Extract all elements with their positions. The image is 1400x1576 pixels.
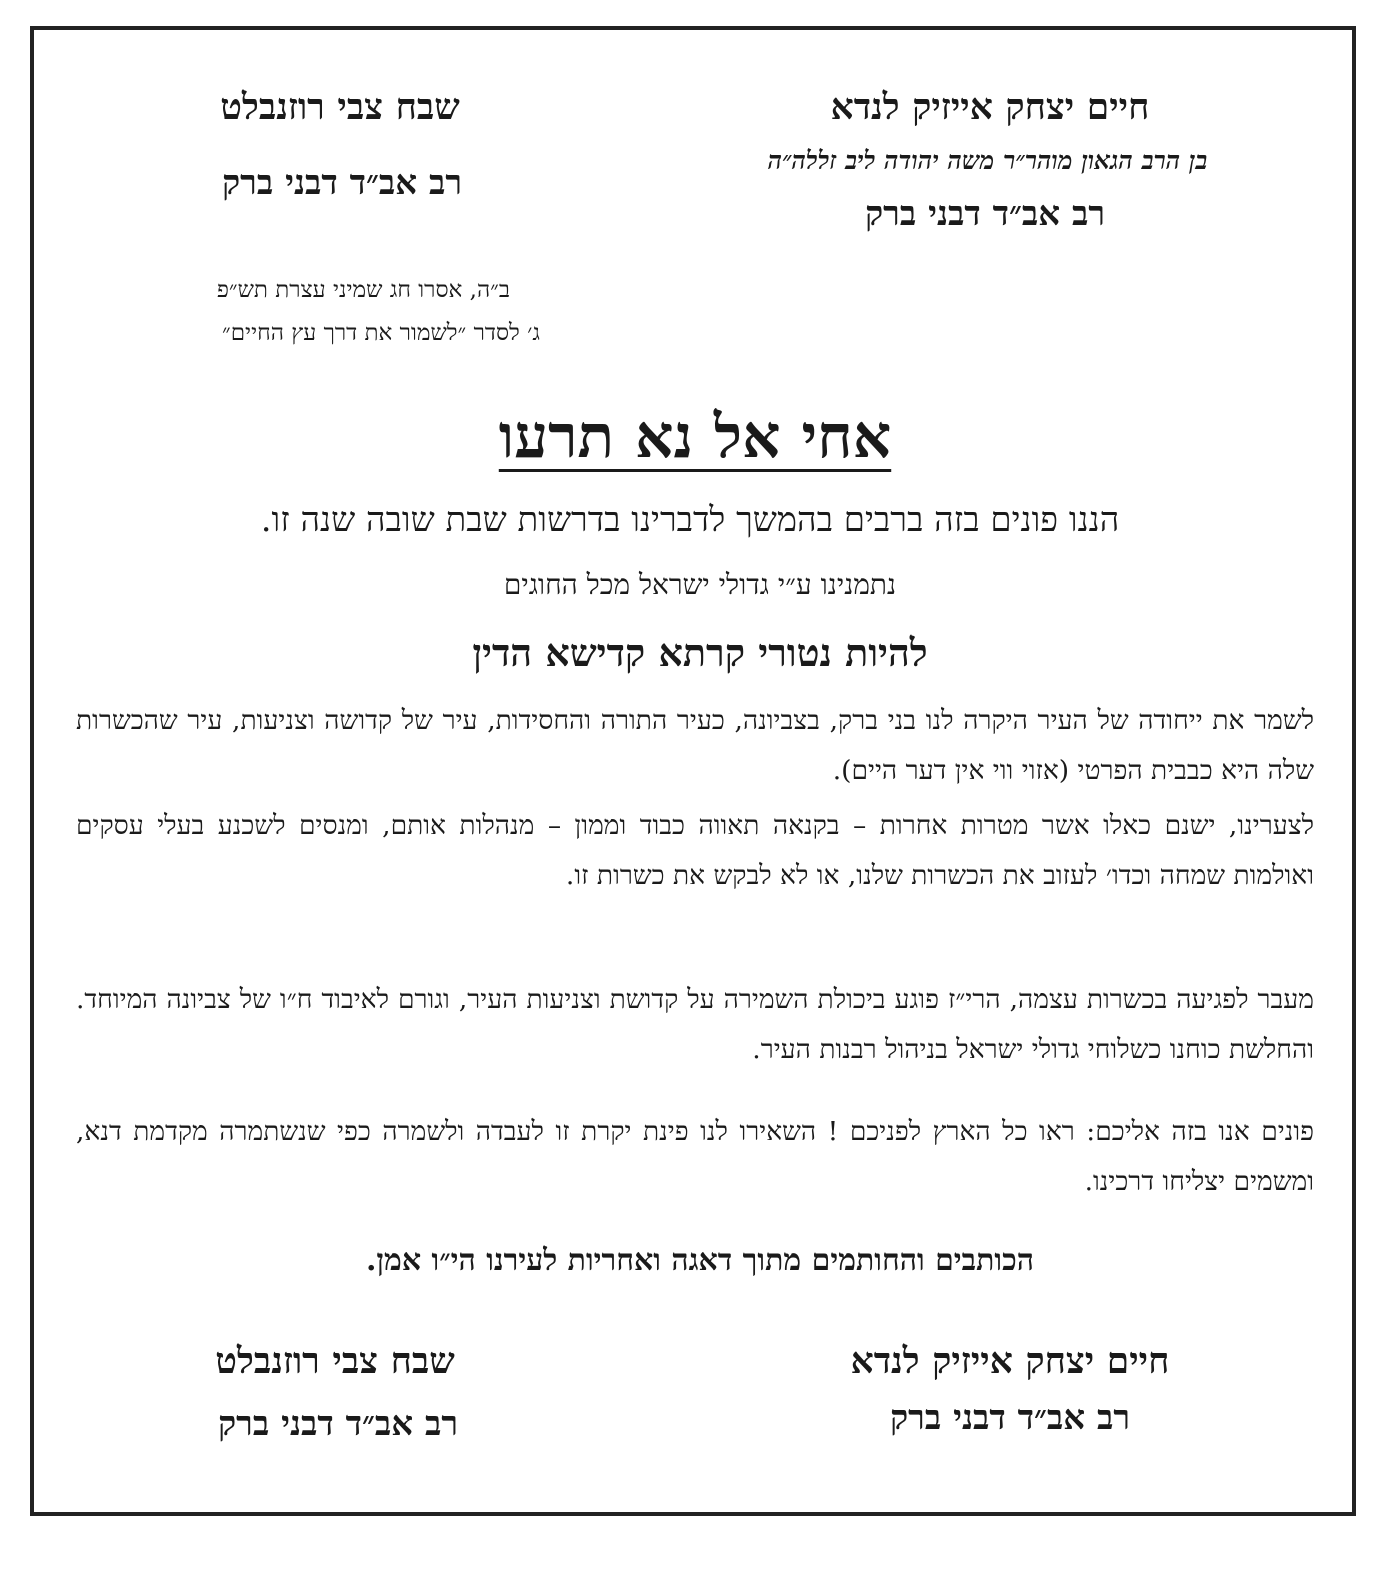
header-right-lineage: בן הרב הגאון מוהר״ר משה יהודה ליב זללה״ה <box>767 146 1208 175</box>
date-line-1: ב״ה, אסרו חג שמיני עצרת תש״פ <box>216 277 510 303</box>
header-right-title: רב אב״ד דבני ברק <box>864 194 1106 234</box>
footer-left-name: שבח צבי רוזנבלט <box>215 1340 455 1382</box>
body-paragraph-2: לצערינו, ישנם כאלו אשר מטרות אחרות – בקנאה תאווה כבוד וממון – מנהלות אותם, ומנסים לשכנע בעלי עסקים ואולמות שמחה וכדו׳ לעזוב את הכשרות שלנו, או לא לבקש את כשרות זו. <box>76 810 1314 891</box>
date-line-2: ג׳ לסדר ״לשמור את דרך עץ החיים״ <box>221 320 540 346</box>
footer-right-name: חיים יצחק אייזיק לנדא <box>850 1340 1170 1382</box>
body-paragraph-4: פונים אנו בזה אליכם: ראו כל הארץ לפניכם ! השאירו לנו פינת יקרת זו לעבדה ולשמרה כפי שנשתמרה מקדמת דנא, ומשמים יצליחו דרכינו. <box>76 1116 1314 1197</box>
intro-line-2: נתמנינו ע״י גדולי ישראל מכל החוגים <box>503 568 897 601</box>
header-left-title: רב אב״ד דבני ברק <box>221 163 463 203</box>
closing-line: הכותבים והחותמים מתוך דאגה ואחריות לעירנו הי״ו אמן. <box>365 1243 1035 1278</box>
header-right-name: חיים יצחק אייזיק לנדא <box>830 86 1150 128</box>
body-paragraph-1: לשמר את ייחודה של העיר היקרה לנו בני ברק, בצביונה, כעיר התורה והחסידות, עיר של קדושה וצניעות, עיר שהכשרות שלה היא כבבית הפרטי (אזוי ווי אין דער היים). <box>76 705 1314 786</box>
body-paragraph-3: מעבר לפגיעה בכשרות עצמה, הרי״ז פוגע ביכולת השמירה על קדושת וצניעות העיר, וגורם לאיבוד ח״ו של צביונה המיוחד. והחלשת כוחנו כשלוחי גדולי ישראל בניהול רבנות העיר. <box>76 984 1314 1065</box>
footer-left-title: רב אב״ד דבני ברק <box>217 1404 459 1444</box>
intro-line-3: להיות נטורי קרתא קדישא הדין <box>472 630 928 675</box>
intro-line-1: הננו פונים בזה ברבים בהמשך לדברינו בדרשות שבת שובה שנה זו. <box>260 500 1120 540</box>
headline: אחי אל נא תרעו <box>498 402 892 472</box>
footer-right-title: רב אב״ד דבני ברק <box>889 1398 1131 1438</box>
header-left-name: שבח צבי רוזנבלט <box>220 86 460 128</box>
